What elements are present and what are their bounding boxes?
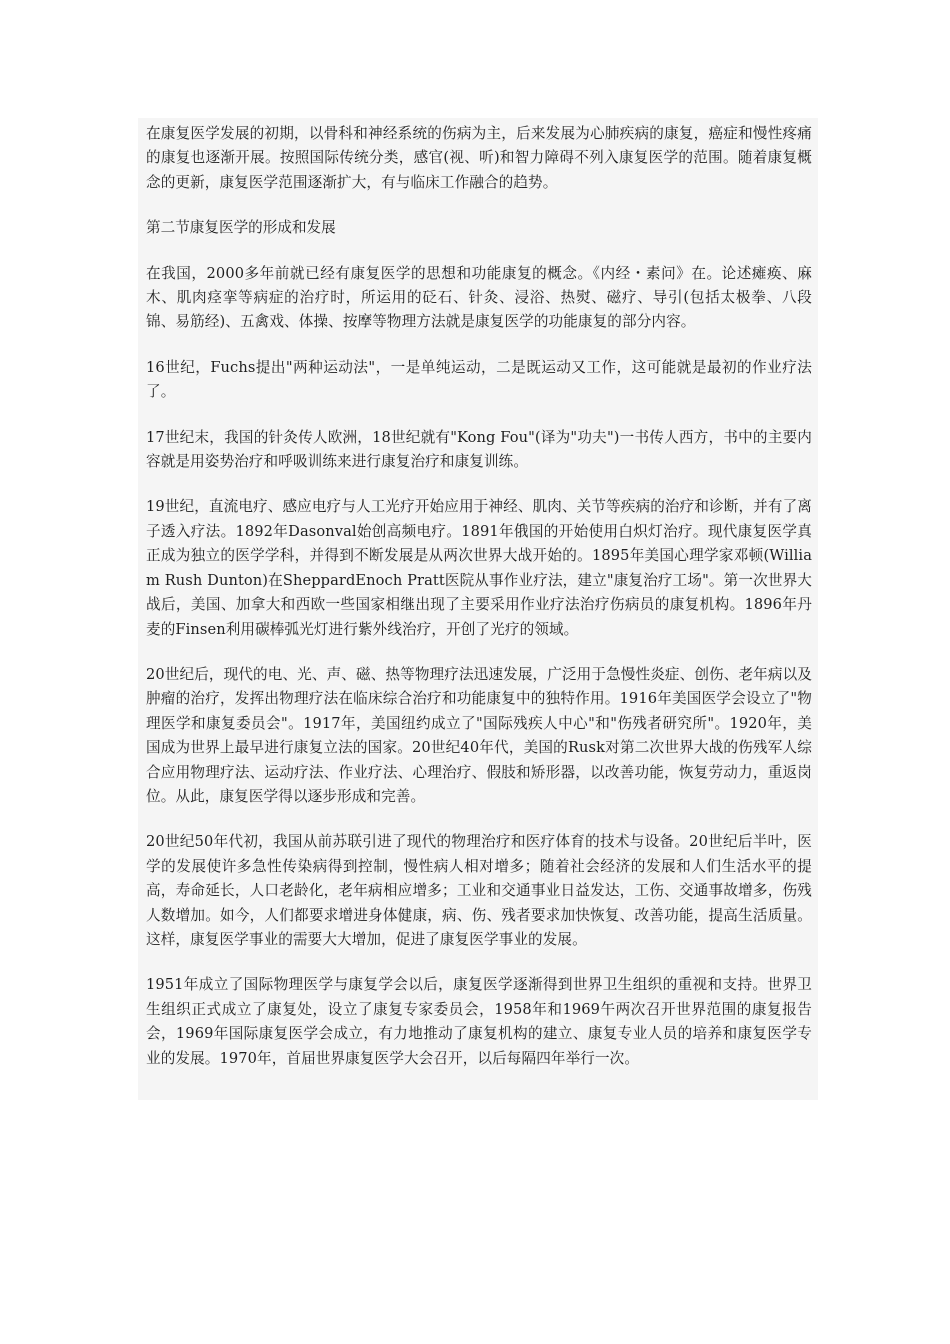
paragraph-19th-century: 19世纪，直流电疗、感应电疗与人工光疗开始应用于神经、肌肉、关节等疾病的治疗和诊断，并有了离子透入疗法。1892年Dasonval始创高频电疗。1891年俄国的开始使用白炽灯治疗。现代康复医学真正成为独立的医学学科，并得到不断发展是从两次世界大战开始的。1895年美国心理学家邓顿(William Rush Dunton)在SheppardEnoch Pratt医院从事作业疗法，建立"康复治疗工场"。第一次世界大战后，美国、加拿大和西欧一些国家相继出现了主要采用作业疗法治疗伤病员的康复机构。1896年丹麦的Finsen利用碳棒弧光灯进行紫外线治疗，开创了光疗的领域。 <box>146 498 812 638</box>
paragraph-17th-century: 17世纪末，我国的针灸传人欧洲，18世纪就有"Kong Fou"(译为"功夫")一书传人西方，书中的主要内容就是用姿势治疗和呼吸训练来进行康复治疗和康复训练。 <box>146 428 812 471</box>
paragraph-16th-century: 16世纪，Fuchs提出"两种运动法"，一是单纯运动，二是既运动又工作，这可能就是最初的作业疗法了。 <box>146 358 812 401</box>
paragraph-ancient-china: 在我国，2000多年前就已经有康复医学的思想和功能康复的概念。《内经・素问》在。论述瘫痪、麻木、肌肉痉挛等病症的治疗时，所运用的砭石、针灸、浸浴、热熨、磁疗、导引(包括太极拳、八段锦、易筋经)、五禽戏、体操、按摩等物理方法就是康复医学的功能康复的部分内容。 <box>146 264 812 331</box>
section-heading: 第二节康复医学的形成和发展 <box>146 219 336 237</box>
paragraph-1950s: 20世纪50年代初，我国从前苏联引进了现代的物理治疗和医疗体育的技术与设备。20世纪后半叶，医学的发展使许多急性传染病得到控制，慢性病人相对增多；随着社会经济的发展和人们生活水平的提高，寿命延长，人口老龄化，老年病相应增多；工业和交通事业日益发达，工伤、交通事故增多，伤残人数增加。如今，人们都要求增进身体健康，病、伤、残者要求加快恢复、改善功能，提高生活质量。这样，康复医学事业的需要大大增加，促进了康复医学事业的发展。 <box>146 833 812 948</box>
text-body <box>138 118 818 1100</box>
paragraph-1951: 1951年成立了国际物理医学与康复学会以后，康复医学逐渐得到世界卫生组织的重视和支持。世界卫生组织正式成立了康复处，设立了康复专家委员会，1958年和1969午两次召开世界范围的康复报告会，1969年国际康复医学会成立，有力地推动了康复机构的建立、康复专业人员的培养和康复医学专业的发展。1970年，首届世界康复医学大会召开，以后每隔四年举行一次。 <box>146 976 812 1067</box>
paragraph-scope: 在康复医学发展的初期，以骨科和神经系统的伤病为主，后来发展为心肺疾病的康复，癌症和慢性疼痛的康复也逐渐开展。按照国际传统分类，感官(视、听)和智力障碍不列入康复医学的范围。随着康复概念的更新，康复医学范围逐渐扩大，有与临床工作融合的趋势。 <box>146 125 812 191</box>
paragraph-20th-century: 20世纪后，现代的电、光、声、磁、热等物理疗法迅速发展，广泛用于急慢性炎症、创伤、老年病以及肿瘤的治疗，发挥出物理疗法在临床综合治疗和功能康复中的独特作用。1916年美国医学会设立了"物理医学和康复委员会"。1917年，美国纽约成立了"国际残疾人中心"和"伤残者研究所"。1920年，美国成为世界上最早进行康复立法的国家。20世纪40年代，美国的Rusk对第二次世界大战的伤残军人综合应用物理疗法、运动疗法、作业疗法、心理治疗、假肢和矫形器，以改善功能，恢复劳动力，重返岗位。从此，康复医学得以逐步形成和完善。 <box>146 665 812 805</box>
